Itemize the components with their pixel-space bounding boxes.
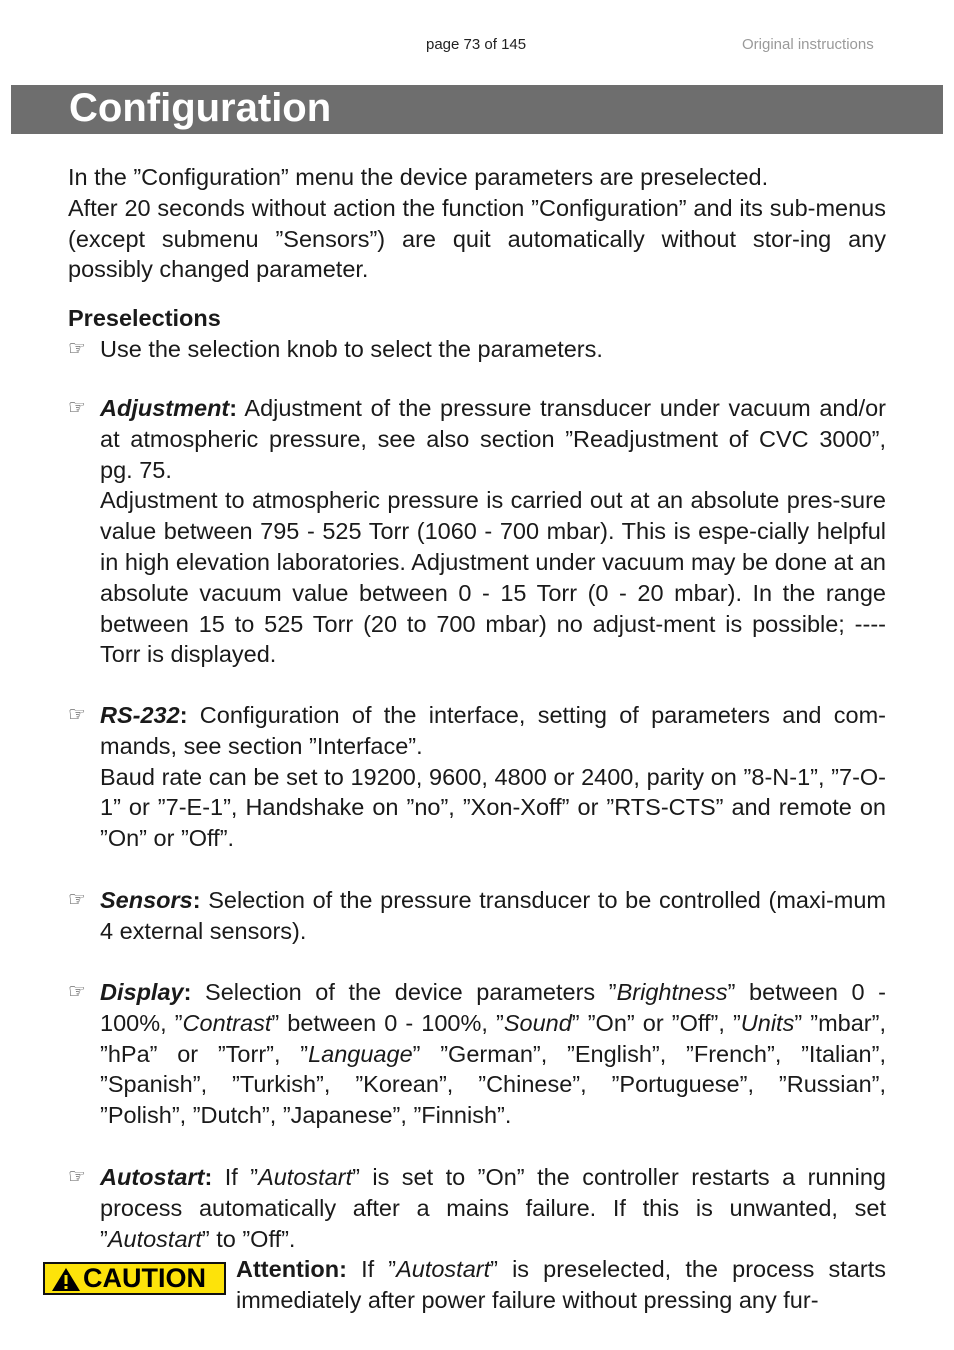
attention-para: Attention: If ”Autostart” is preselected, the process starts immediately after power failure without pressing any fur- [236,1256,886,1313]
autostart-para: Autostart: If ”Autostart” is set to ”On” the controller restarts a running process automatically after a mains failure. If this is unwanted, set ”Autostart” to ”Off”. [100,1164,886,1252]
attention-label: Attention: [236,1256,347,1282]
pointing-hand-icon: ☞ [68,397,86,419]
instruction-text: Use the selection knob to select the parameters. [100,336,603,362]
attention-text [236,1254,886,1316]
autostart-keyword: Autostart [100,1164,205,1190]
display-keyword: Display [100,979,184,1005]
intro-line-2: After 20 seconds without action the function ”Configuration” and its sub-menus (except submenu ”Sensors”) are quit automatically without stor-ing any possibly changed parameter. [68,194,886,283]
intro-line-1: In the ”Configuration” menu the device parameters are preselected. [68,164,769,190]
pointing-hand-icon: ☞ [68,1166,86,1188]
sensors-para: Sensors: Selection of the pressure transducer to be controlled (maxi-mum 4 external sensors). [100,887,886,944]
preselections-heading: Preselections [68,305,221,331]
rs232-para-1: RS-232: Configuration of the interface, setting of parameters and com-mands, see section ”Interface”. [100,702,886,759]
pointing-hand-icon: ☞ [68,889,86,911]
caution-label [43,1262,226,1295]
original-instructions-label: Original instructions [742,36,874,53]
sensors-keyword: Sensors [100,887,193,913]
adjustment-keyword: Adjustment [100,395,230,421]
pointing-hand-icon: ☞ [68,704,86,726]
pointing-hand-icon: ☞ [68,338,86,360]
display-para: Display: Selection of the device parameters ”Brightness” between 0 - 100%, ”Contrast” between 0 - 100%, ”Sound” ”On” or ”Off”, ”Units” ”mbar”, ”hPa” or ”Torr”, ”Language” ”German”, ”English”, ”French”, ”Italian”, ”Spanish”, ”Turkish”, ”Korean”, ”Chinese”, ”Portuguese”, ”Russian”, ”Polish”, ”Dutch”, ”Japanese”, ”Finnish”. [100,979,886,1129]
warning-triangle-icon [51,1267,81,1292]
page-number: page 73 of 145 [426,36,527,53]
caution-text: CAUTION [83,1263,206,1293]
item-display [68,977,886,1131]
item-sensors [68,885,886,947]
pointing-hand-icon: ☞ [68,981,86,1003]
preselections-instruction [68,334,886,365]
adjustment-para-2: Adjustment to atmospheric pressure is carried out at an absolute pres-sure value between 795 - 525 Torr (1060 - 700 mbar). This is espe-cially helpful in high elevation laboratories. Adjustment under vacuum may be done at an absolute vacuum value between 0 - 15 Torr (0 - 20 mbar). In the range between 15 to 525 Torr (20 to 700 mbar) no adjust-ment is possible; ---- Torr is displayed. [100,487,886,668]
rs232-keyword: RS-232 [100,702,180,728]
item-autostart [68,1162,886,1254]
item-rs232 [68,700,886,854]
intro-text [68,162,886,285]
item-adjustment [68,393,886,670]
page-title: Configuration [69,86,332,130]
adjustment-para-1: Adjustment: Adjustment of the pressure transducer under vacuum and/or at atmospheric pressure, see also section ”Readjustment of CVC 3000”, pg. 75. [100,395,886,483]
title-bar [11,85,943,134]
rs232-para-2: Baud rate can be set to 19200, 9600, 4800 or 2400, parity on ”8-N-1”, ”7-O-1” or ”7-E-1”, Handshake on ”no”, ”Xon-Xoff” or ”RTS-CTS” and remote on ”On” or ”Off”. [100,763,886,852]
